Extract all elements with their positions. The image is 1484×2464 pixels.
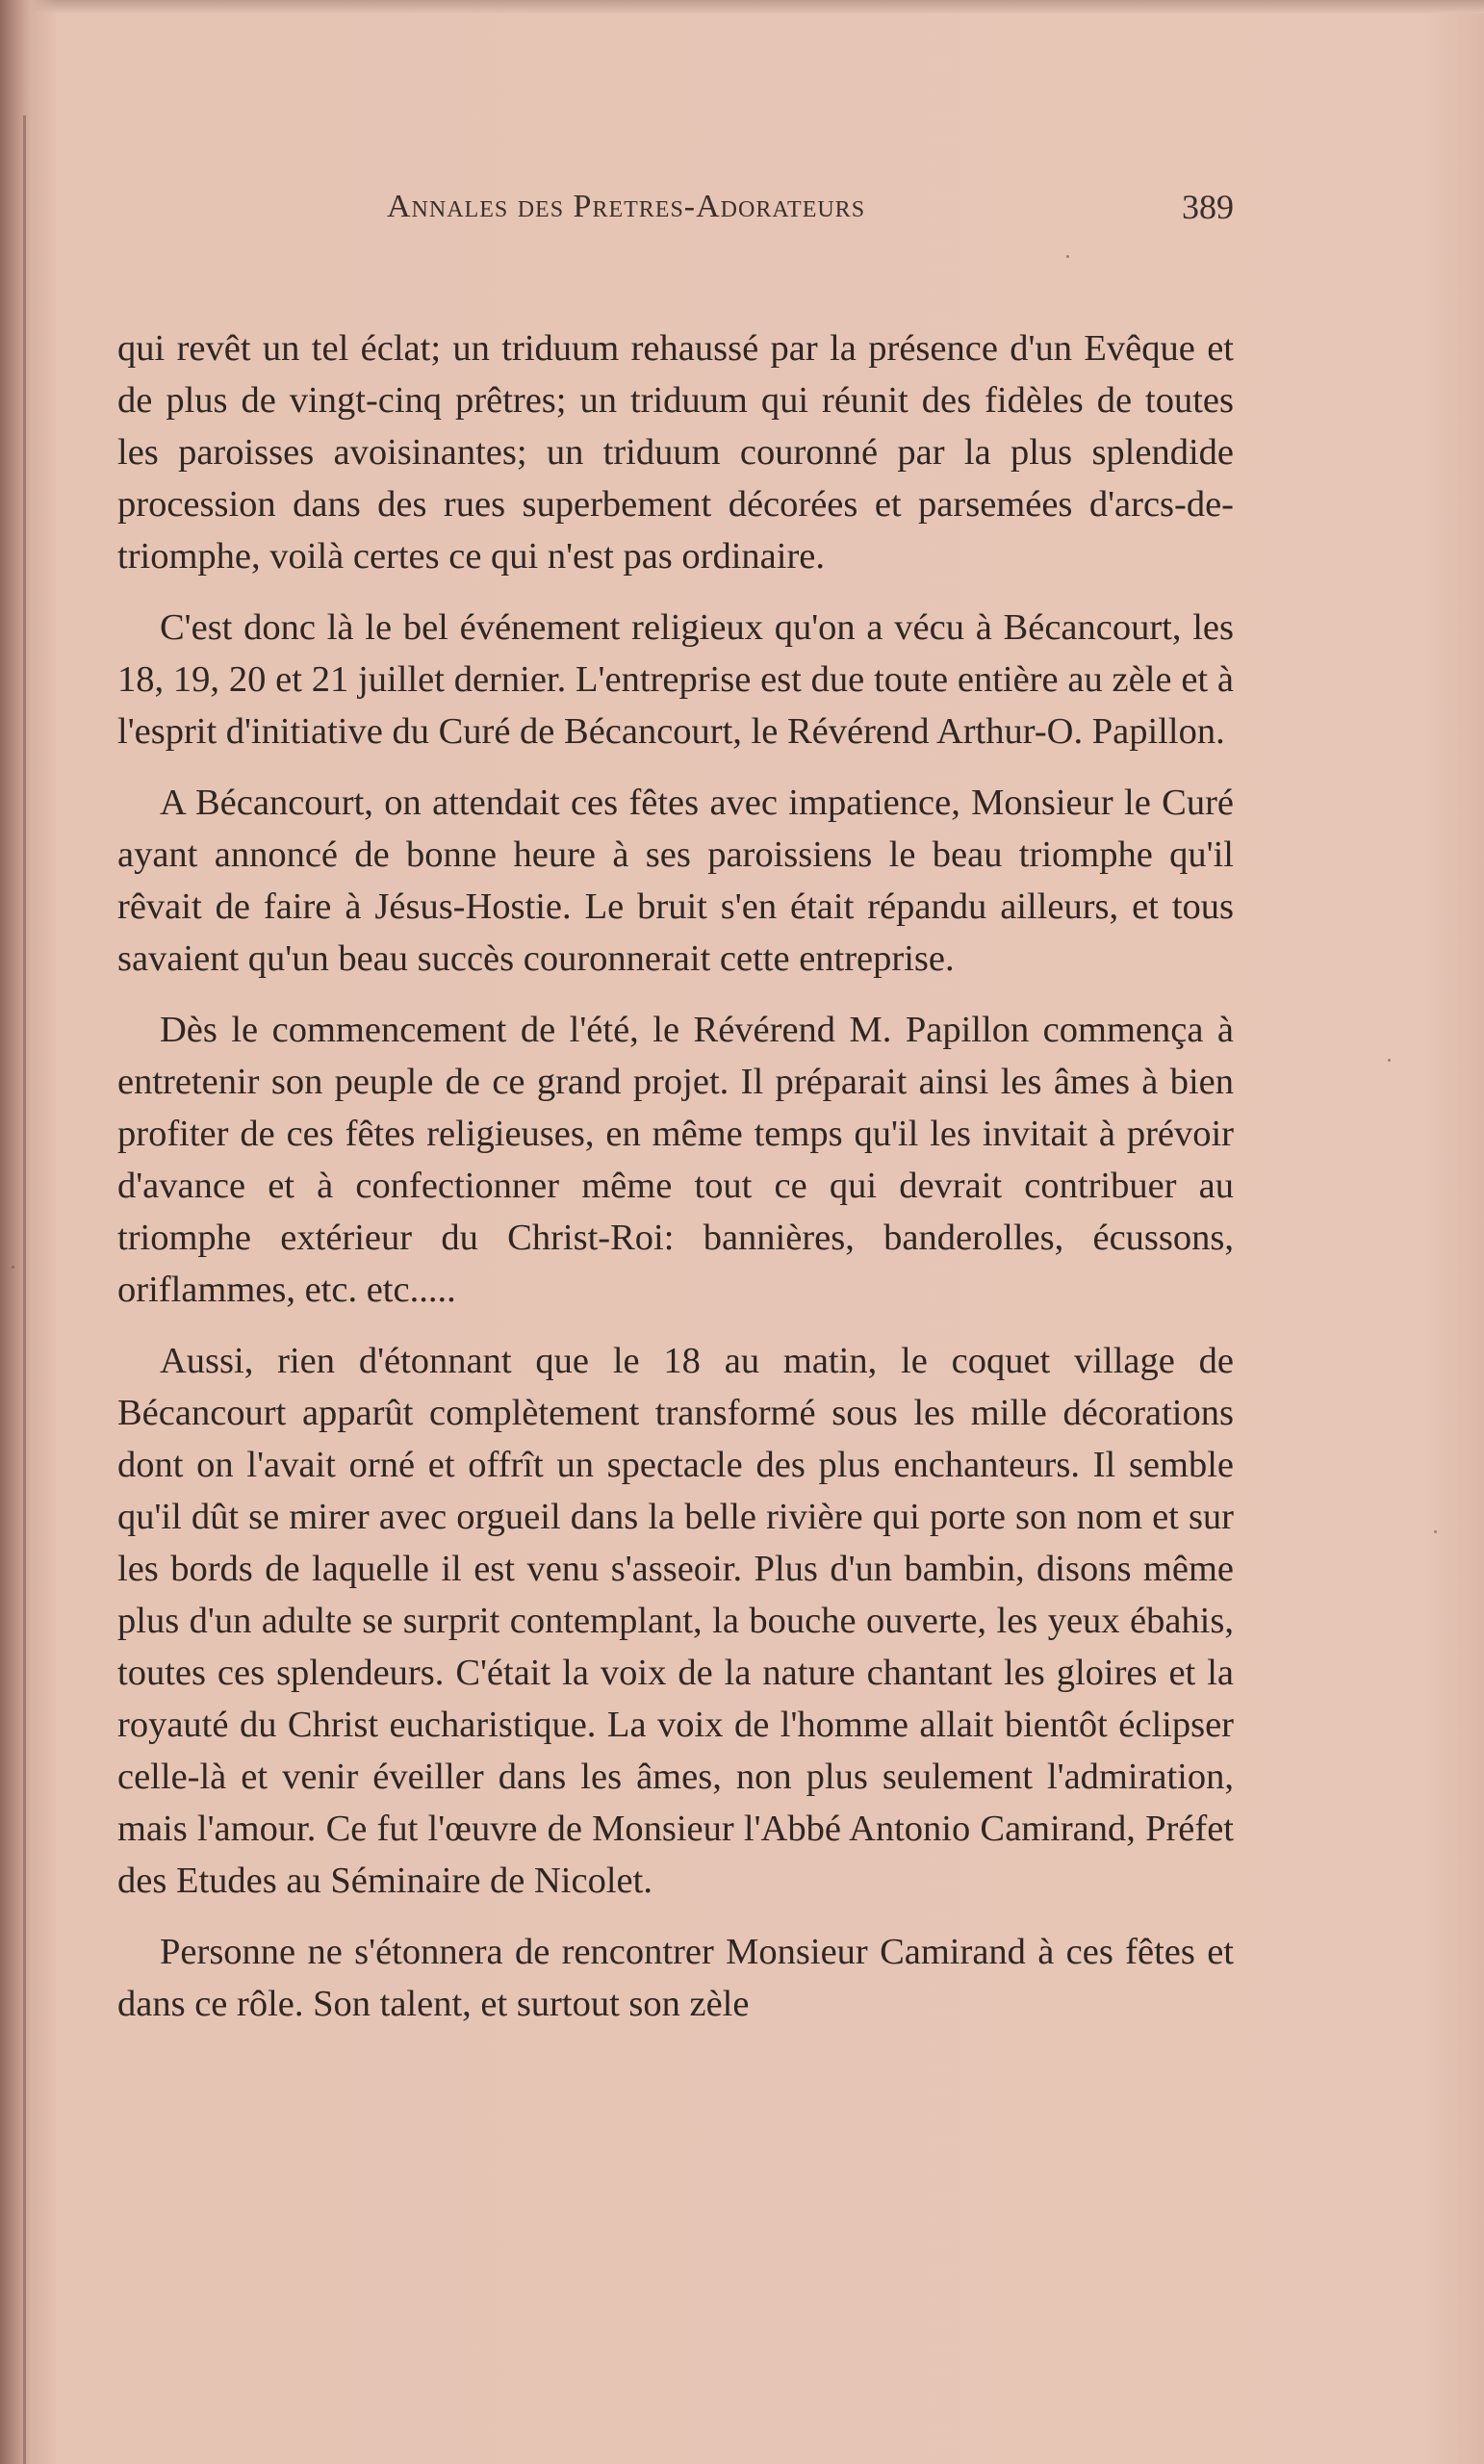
- paragraph-continues: Personne ne s'étonnera de rencontrer Monsieur Camirand à ces fêtes et dans ce rôle. Son talent, et surtout son zèle: [117, 1932, 1234, 2024]
- paper-speck: [1434, 1530, 1437, 1533]
- paper-speck: [12, 1266, 14, 1269]
- paragraph: Aussi, rien d'étonnant que le 18 au matin, le coquet village de Bécancourt apparût complètement transformé sous les mille décorations dont on l'avait orné et offrît un spectacle des plus enchanteurs. Il semble qu'il dût se mirer avec orgueil dans la belle rivière qui porte son nom et sur les bords de laquelle il est venu s'asseoir. Plus d'un bambin, disons même plus d'un adulte se surprit contemplant, la bouche ouverte, les yeux ébahis, toutes ces splendeurs. C'était la voix de la nature chantant les gloires et la royauté du Christ eucharistique. La voix de l'homme allait bientôt éclipser celle-là et venir éveiller dans les âmes, non plus seulement l'admiration, mais l'amour. Ce fut l'œuvre de Monsieur l'Abbé Antonio Camirand, Préfet des Etudes au Séminaire de Nicolet.: [117, 1341, 1234, 1901]
- page-number: 389: [1182, 188, 1234, 226]
- paragraph: Dès le commencement de l'été, le Révérend M. Papillon commença à entretenir son peuple de ce grand projet. Il préparait ainsi les âmes à bien profiter de ces fêtes religieuses, en même temps qu'il les invitait à prévoir d'avance et à confectionner même tout ce qui devrait contribuer au triomphe extérieur du Christ-Roi: bannières, banderolles, écussons, oriflammes, etc. etc.....: [117, 1010, 1234, 1310]
- running-header: [117, 189, 1234, 237]
- binding-shadow: [0, 0, 58, 2464]
- paragraph: C'est donc là le bel événement religieux qu'on a vécu à Bécancourt, les 18, 19, 20 et 21 juillet dernier. L'entreprise est due toute entière au zèle et à l'esprit d'initiative du Curé de Bécancourt, le Révérend Arthur-O. Papillon.: [117, 607, 1234, 752]
- body-text: [117, 322, 1234, 2049]
- binding-line: [23, 116, 26, 2464]
- paper-speck: [1388, 1059, 1391, 1062]
- running-header-title: Annales des Pretres-Adorateurs: [387, 189, 866, 224]
- paper-speck: [1066, 255, 1069, 258]
- page-top-edge: [0, 0, 1484, 13]
- paragraph-continued: qui revêt un tel éclat; un triduum rehaussé par la présence d'un Evêque et de plus de vingt-cinq prêtres; un triduum qui réunit des fidèles de toutes les paroisses avoisinantes; un triduum couronné par la plus splendide procession dans des rues superbement décorées et parsemées d'arcs-de-triomphe, voilà certes ce qui n'est pas ordinaire.: [117, 328, 1234, 577]
- paragraph: A Bécancourt, on attendait ces fêtes avec impatience, Monsieur le Curé ayant annoncé de bonne heure à ses paroissiens le beau triomphe qu'il rêvait de faire à Jésus-Hostie. Le bruit s'en était répandu ailleurs, et tous savaient qu'un beau succès couronnerait cette entreprise.: [117, 783, 1234, 979]
